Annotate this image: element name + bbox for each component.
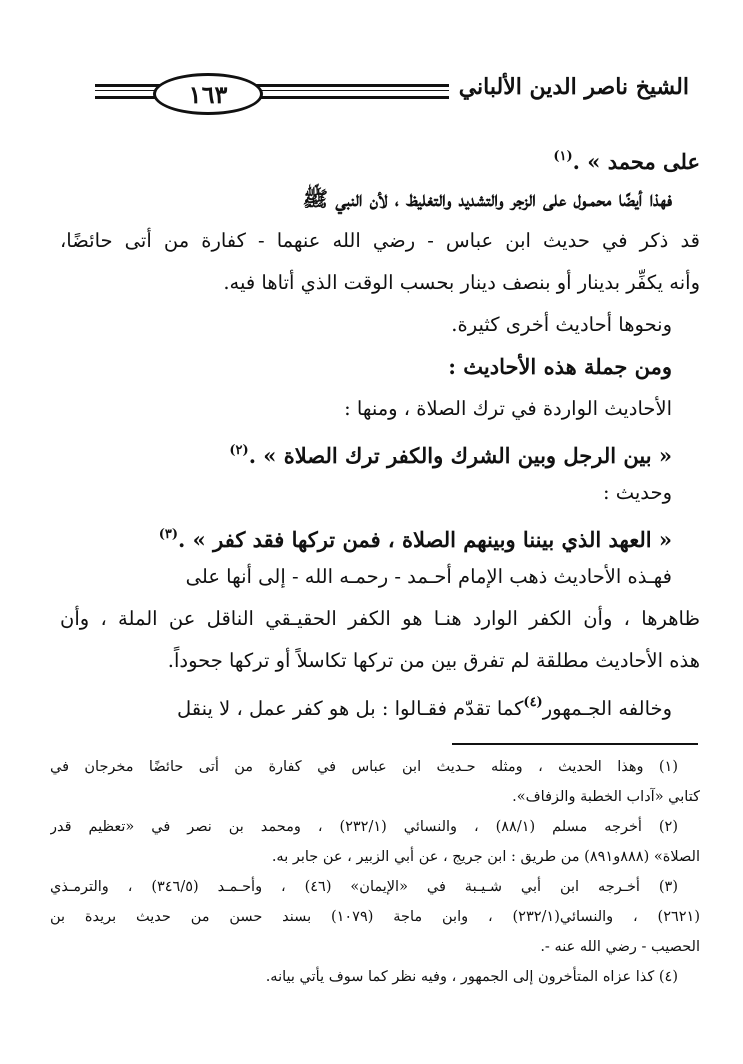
footnote-marker: (٤): [523, 695, 543, 710]
text-line: هذه الأحاديث مطلقة لم تفرق بين من تركها تكاسلاً أو تركها جحوداً.: [167, 649, 700, 672]
text-line: ونحوها أحاديث أخرى كثيرة.: [451, 313, 672, 336]
footnote-marker: (٣): [158, 527, 179, 542]
page-number: ١٦٣: [153, 73, 263, 115]
main-text: [60, 136, 700, 724]
text-line: ظاهرها ، وأن الكفر الوارد هنـا هو الكفر الحقيـقي الناقل عن الملة ، وأن: [60, 607, 700, 630]
text-line: فهـذه الأحاديث ذهب الإمام أحـمد - رحمـه الله - إلى أنها على: [185, 565, 672, 588]
text-line: « العهد الذي بيننا وبينهم الصلاة ، فمن تركها فقد كفر » .$^{(٣)}$: [158, 527, 672, 552]
footnote-line: (١) وهذا الحديث ، ومثله حـديث ابن عباس في كفارة من أتى حائضًا مخرجان في: [50, 759, 678, 775]
footnotes: [50, 752, 700, 992]
footnote-line: الحصيب - رضي الله عنه -.: [540, 939, 700, 955]
text-line: على محمد » .$^{(١)}$: [553, 149, 700, 174]
header-title: الشيخ ناصر الدين الألباني: [449, 74, 695, 100]
footnote-line: (٢) أخرجه مسلم (٨٨/١) ، والنسائي (٢٣٢/١) ، ومحمد بن نصر في «تعظيم قدر: [50, 819, 678, 835]
footnote-marker: (١): [553, 149, 573, 164]
text-line: وحديث :: [602, 481, 672, 504]
text-line: قد ذكر في حديث ابن عباس - رضي الله عنهما - كفارة من أتى حائضًا،: [60, 229, 700, 252]
text-line: فهذا أيضًا محمـول على الزجر والتشديد والتغليظ ، لأن النبي ﷺ: [302, 186, 672, 211]
footnote-line: الصلاة» (٨٨٨و٨٩١) من طريق : ابن جريج ، عن أبي الزبير ، عن جابر به.: [271, 849, 700, 865]
footnote-line: كتابي «آداب الخطبة والزفاف».: [512, 789, 700, 805]
text-line: الأحاديث الواردة في ترك الصلاة ، ومنها :: [344, 397, 672, 420]
text-line: ومن جملة هذه الأحاديث :: [448, 354, 672, 379]
footnote-separator: [452, 743, 698, 745]
text-line: وأنه يكفِّر بدينار أو بنصف دينار بحسب الوقت الذي أتاها فيه.: [223, 271, 700, 294]
footnote-marker: (٢): [229, 443, 249, 458]
footnote-line: (٢٦٢١) ، والنسائي(٢٣٢/١) ، وابن ماجة (١٠٧٩) بسند حسن من حديث بريدة بن: [50, 909, 700, 925]
text-line: « بين الرجل وبين الشرك والكفر ترك الصلاة » .$^{(٢)}$: [229, 443, 672, 468]
footnote-line: (٤) كذا عزاه المتأخرون إلى الجمهور ، وفيه نظر كما سوف يأتي بيانه.: [265, 969, 678, 985]
footnote-line: (٣) أخـرجه ابن أبي شـيـبة في «الإيمان» (٤٦) ، وأحـمـد (٣٤٦/٥) ، والترمـذي: [50, 879, 678, 895]
running-header: [95, 72, 695, 116]
text-line: وخالفه الجـمهور$^{(٤)}$كما تقدّم فقـالوا : بل هو كفر عمل ، لا ينقل: [176, 695, 672, 720]
